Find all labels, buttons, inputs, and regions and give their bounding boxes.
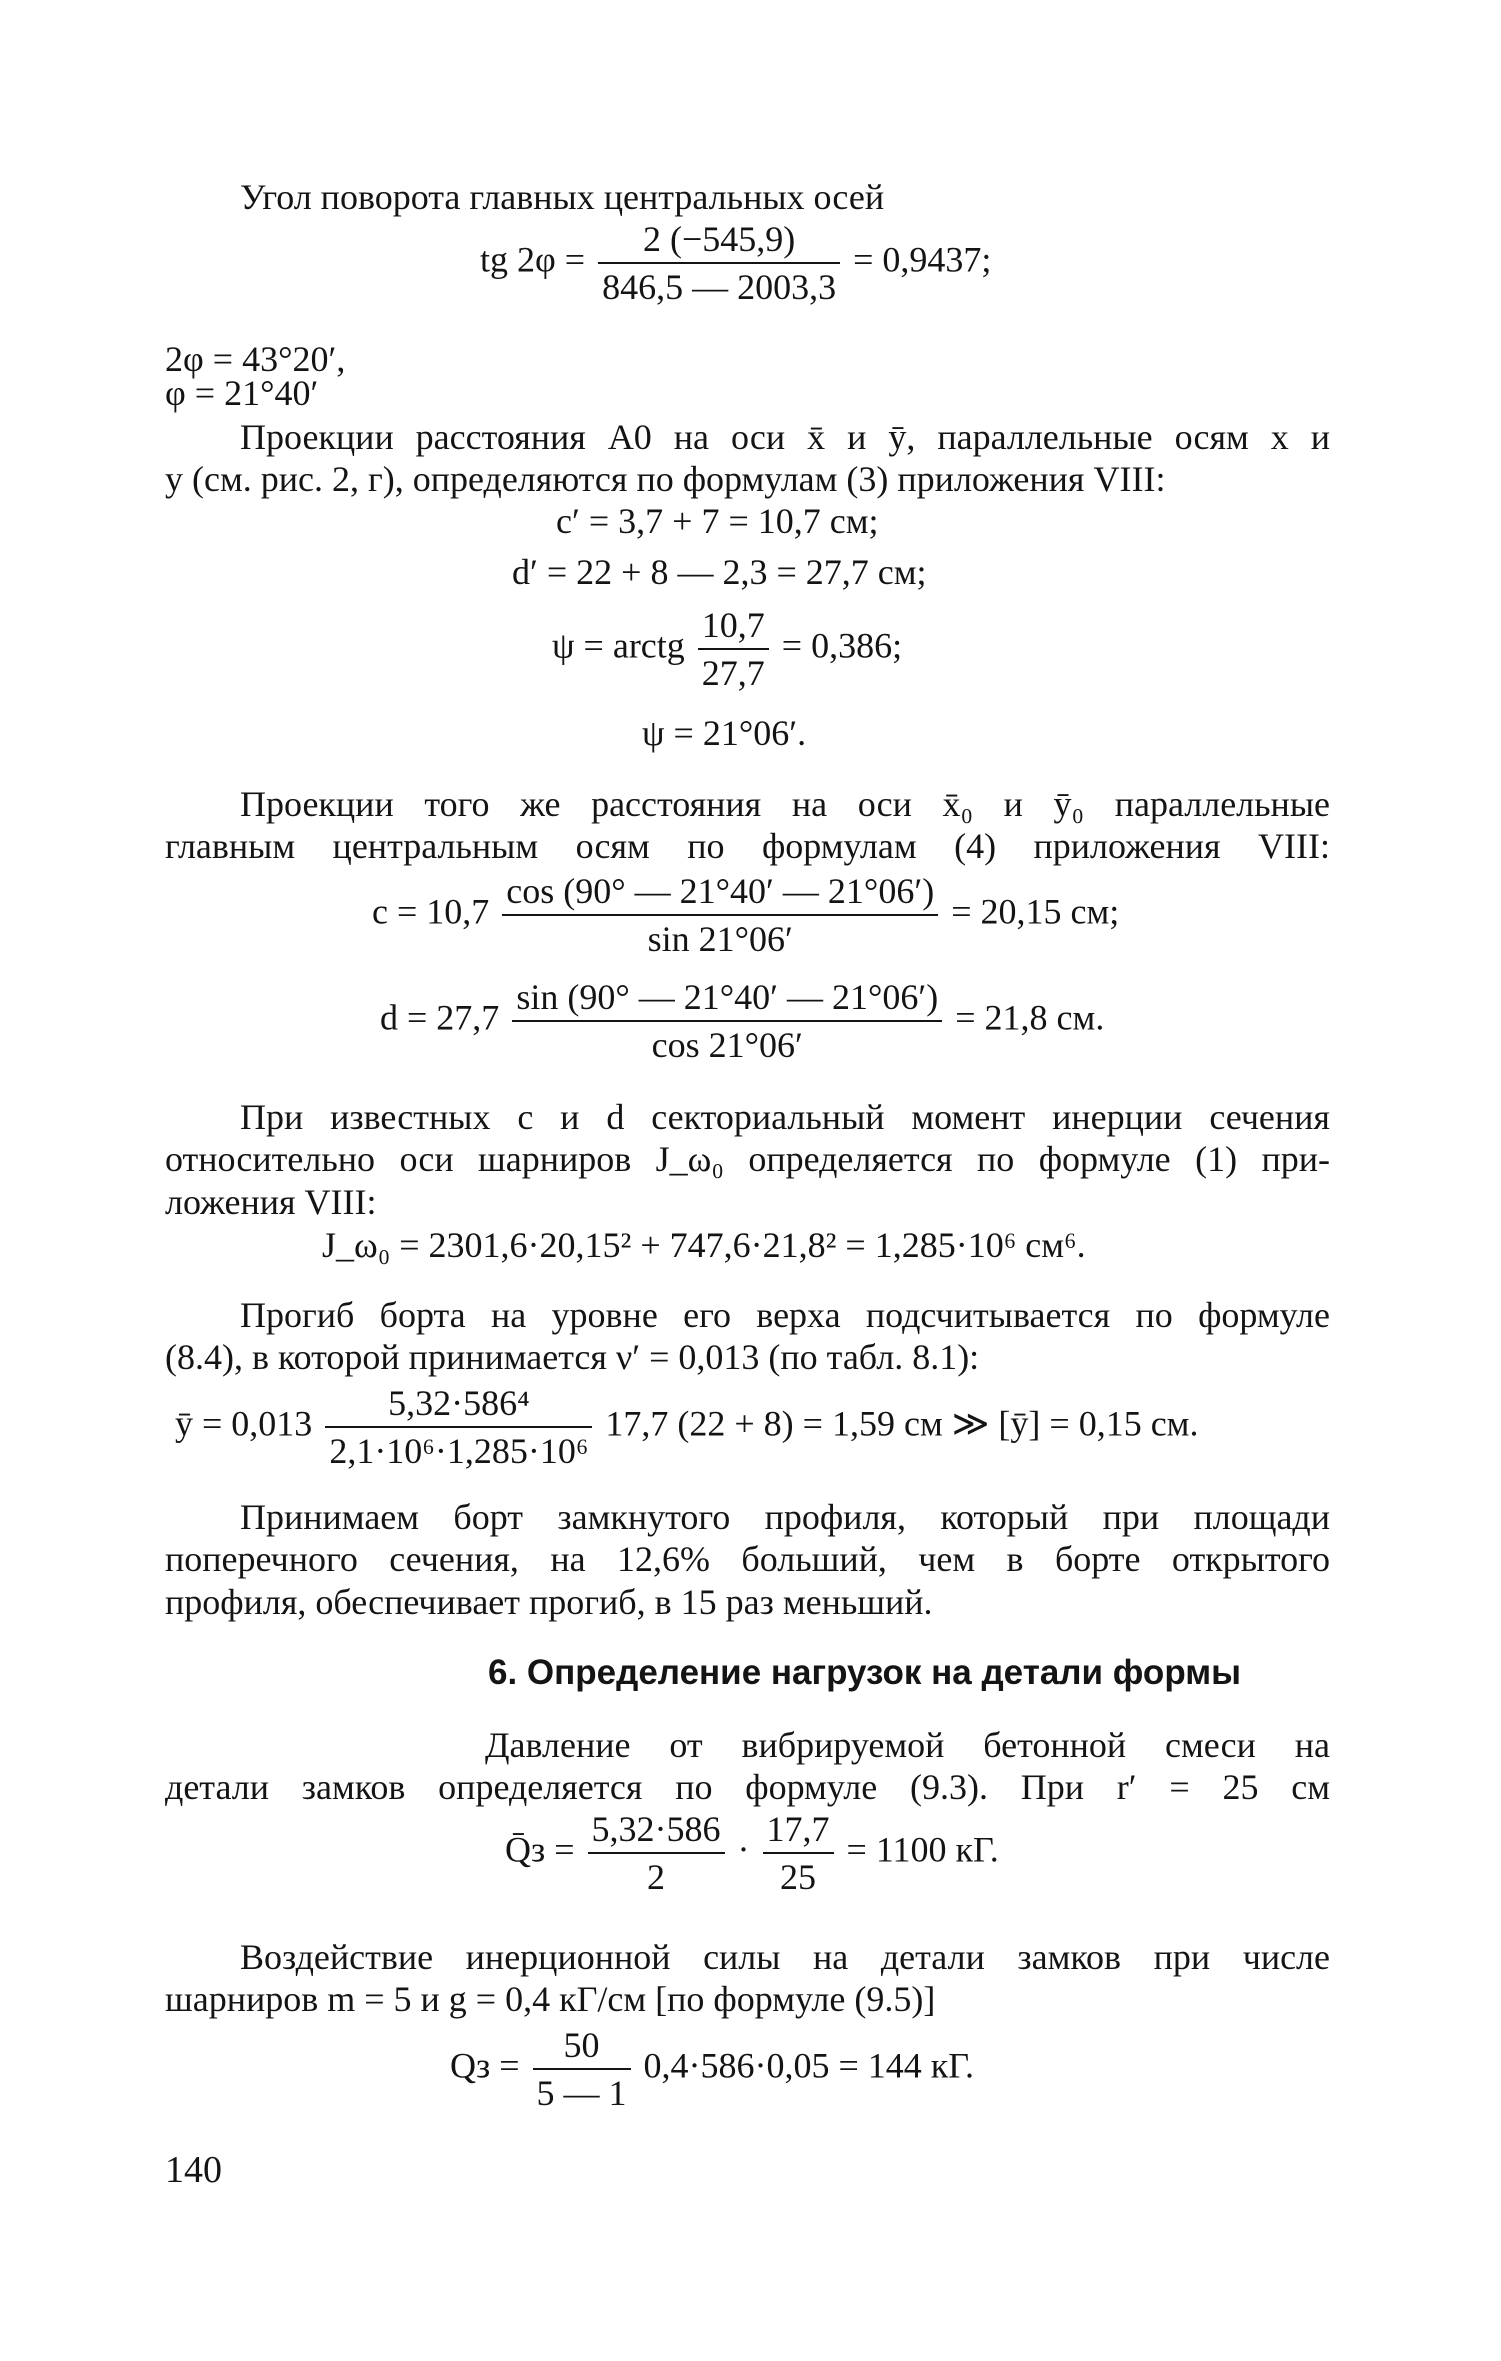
eq-q1-denominator-1: 2 — [647, 1857, 666, 1898]
text-line: (8.4), в которой принимается ν′ = 0,013 (по табл. 8.1): — [165, 1337, 980, 1378]
text-line: Воздействие инерционной силы на детали замков при числе — [240, 1937, 1330, 1977]
paragraph-inertial-force — [165, 1936, 1330, 2021]
equation-d — [380, 976, 1104, 1067]
eq-y-fraction — [325, 1382, 592, 1473]
eq-q1-fraction-1 — [588, 1808, 725, 1899]
eq-tg-denominator: 846,5 — 2003,3 — [602, 267, 837, 308]
equation-j-omega: J_ω₀ = 2301,6·20,15² + 747,6·21,8² = 1,285·10⁶ см⁶. — [322, 1225, 1086, 1265]
eq-psi-denominator: 27,7 — [701, 653, 765, 694]
eq-q2-fraction — [533, 2024, 631, 2115]
eq-q1-rhs: = 1100 кГ. — [846, 1829, 999, 1870]
equation-d-prime: d′ = 22 + 8 — 2,3 = 27,7 см; — [512, 552, 927, 592]
eq-d-denominator: cos 21°06′ — [651, 1025, 803, 1066]
text-line: Проекции того же расстояния на оси x̄₀ и ȳ₀ параллельные — [240, 784, 1330, 824]
eq-q2-lhs: Qз = — [450, 2045, 520, 2086]
text-line: детали замков определяется по формуле (9.3). При r′ = 25 см — [165, 1767, 1330, 1808]
text-line: ложения VIII: — [165, 1181, 377, 1222]
eq-psi-numerator: 10,7 — [698, 604, 769, 650]
section-heading: 6. Определение нагрузок на детали формы — [488, 1653, 1242, 1692]
eq-q1-fraction-2 — [763, 1808, 834, 1899]
eq-d-fraction — [512, 976, 942, 1067]
eq-d-rhs: = 21,8 см. — [955, 997, 1105, 1038]
eq-q1-dot: · — [737, 1829, 750, 1870]
eq-q2-rhs: 0,4·586·0,05 = 144 кГ. — [643, 2045, 975, 2086]
eq-tg-fraction — [598, 218, 840, 309]
eq-psi-fraction — [698, 604, 769, 695]
text-line: профиля, обеспечивает прогиб, в 15 раз меньший. — [165, 1581, 933, 1622]
eq-q2-denominator: 5 — 1 — [536, 2073, 627, 2114]
eq-tg-lhs: tg 2φ = — [480, 239, 586, 280]
page-number: 140 — [165, 2149, 222, 2191]
text-line: Принимаем борт замкнутого профиля, который при площади — [240, 1497, 1330, 1537]
paragraph-rotation-angle: Угол поворота главных центральных осей — [240, 177, 885, 217]
eq-c-rhs: = 20,15 см; — [951, 891, 1120, 932]
eq-tg-numerator: 2 (−545,9) — [598, 218, 840, 264]
text-line: главным центральным осям по формулам (4) приложения VIII: — [165, 826, 1330, 867]
eq-y-rhs: 17,7 (22 + 8) = 1,59 см ≫ [ȳ] = 0,15 см. — [605, 1403, 1199, 1444]
eq-psi-lhs: ψ = arctg — [552, 625, 685, 666]
equation-q-pressure — [505, 1808, 999, 1899]
eq-y-lhs: ȳ = 0,013 — [175, 1403, 313, 1444]
eq-y-denominator: 2,1·10⁶·1,285·10⁶ — [329, 1431, 589, 1472]
eq-psi-rhs: = 0,386; — [781, 625, 903, 666]
text-line: поперечного сечения, на 12,6% больший, чем в борте открытого — [165, 1539, 1330, 1580]
equation-q-inertial — [450, 2024, 974, 2115]
equation-psi-value: ψ = 21°06′. — [642, 713, 807, 753]
eq-c-numerator: cos (90° — 21°40′ — 21°06′) — [502, 870, 938, 916]
equation-deflection-y — [175, 1382, 1198, 1473]
paragraph-sectorial-moment — [165, 1096, 1330, 1223]
paragraph-closed-profile — [165, 1496, 1330, 1623]
equation-phi: φ = 21°40′ — [165, 373, 319, 413]
text-line: Давление от вибрируемой бетонной смеси на — [485, 1725, 1330, 1765]
equation-two-phi: 2φ = 43°20′, — [165, 339, 346, 379]
equation-tg-2phi — [480, 218, 991, 309]
text-line: y (см. рис. 2, г), определяются по формулам (3) приложения VIII: — [165, 459, 1166, 500]
paragraph-concrete-pressure — [165, 1724, 1330, 1809]
eq-q1-denominator-2: 25 — [780, 1857, 817, 1898]
text-line: При известных c и d секториальный момент инерции сечения — [240, 1097, 1330, 1137]
eq-c-denominator: sin 21°06′ — [647, 919, 793, 960]
text-line: Прогиб борта на уровне его верха подсчитывается по формуле — [240, 1295, 1330, 1335]
equation-c — [372, 870, 1119, 961]
eq-q1-numerator-2: 17,7 — [763, 1808, 834, 1854]
eq-q1-numerator-1: 5,32·586 — [588, 1808, 725, 1854]
eq-y-numerator: 5,32·586⁴ — [325, 1382, 592, 1428]
text-line: Проекции расстояния А0 на оси x̄ и ȳ, параллельные осям x и — [240, 417, 1330, 457]
eq-d-lhs: d = 27,7 — [380, 997, 500, 1038]
text-line: относительно оси шарниров J_ω₀ определяется по формуле (1) при- — [165, 1139, 1330, 1180]
text-line: шарниров m = 5 и g = 0,4 кГ/см [по формуле (9.5)] — [165, 1979, 936, 2020]
equation-c-prime: c′ = 3,7 + 7 = 10,7 см; — [556, 501, 879, 541]
paragraph-deflection — [165, 1294, 1330, 1379]
paragraph-principal-projections — [165, 783, 1330, 868]
eq-tg-rhs: = 0,9437; — [853, 239, 992, 280]
eq-q2-numerator: 50 — [533, 2024, 631, 2070]
equation-psi-arctg — [552, 604, 902, 695]
eq-c-lhs: c = 10,7 — [372, 891, 490, 932]
paragraph-projections-a0 — [165, 416, 1330, 501]
eq-d-numerator: sin (90° — 21°40′ — 21°06′) — [512, 976, 942, 1022]
eq-q1-lhs: Q̄з = — [505, 1829, 575, 1870]
eq-c-fraction — [502, 870, 938, 961]
